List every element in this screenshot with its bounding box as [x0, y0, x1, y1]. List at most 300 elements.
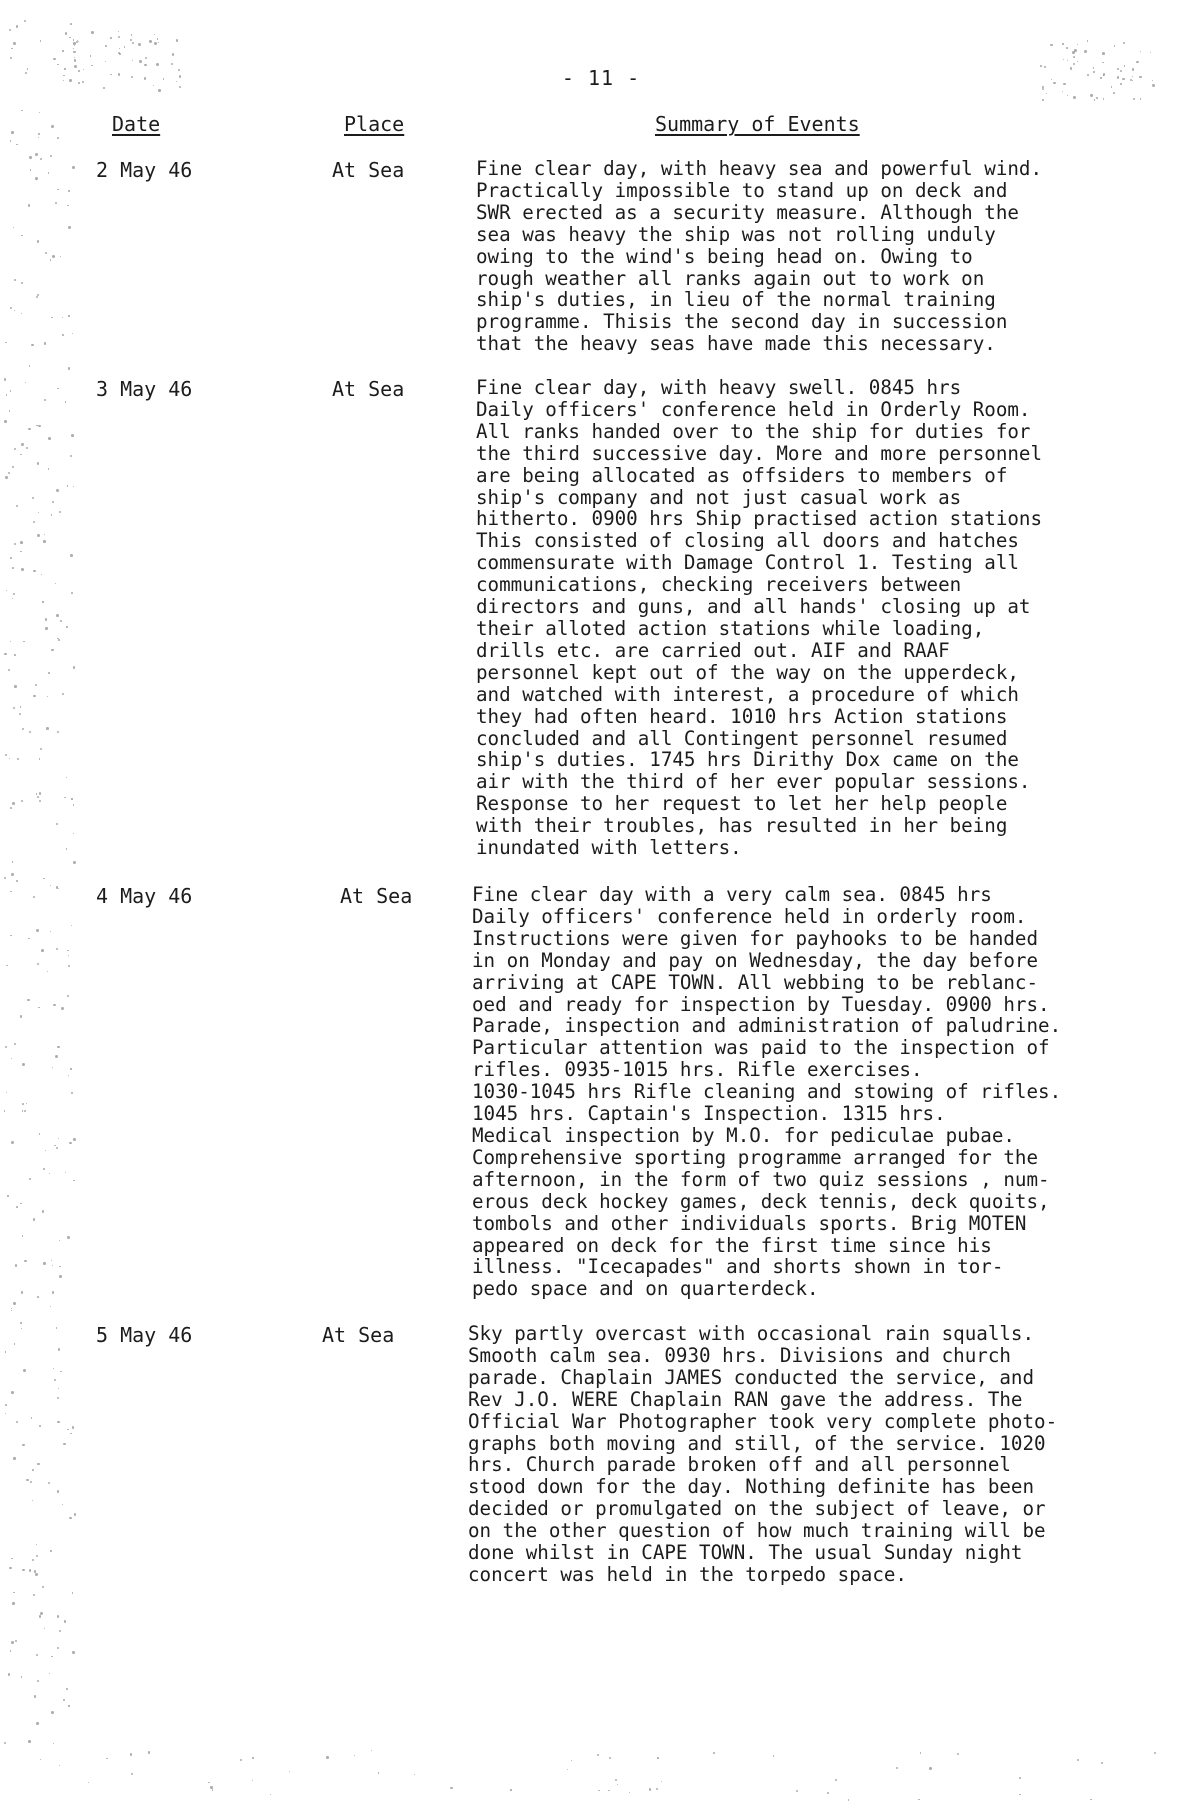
scan-speck [49, 1173, 50, 1174]
scan-speck [10, 140, 11, 141]
summary-line: Fine clear day with a very calm sea. 0845 hrs [472, 883, 992, 906]
scan-speck [1150, 52, 1152, 54]
scan-speck [14, 654, 16, 656]
scan-speck [28, 938, 29, 939]
summary-line: and watched with interest, a procedure of which [476, 682, 1019, 706]
scan-speck [131, 34, 133, 36]
scan-speck [1046, 93, 1047, 94]
summary-line: Response to her request to let her help people [476, 792, 1008, 816]
scan-speck [57, 1615, 59, 1617]
scan-speck [33, 1218, 35, 1220]
scan-speck [58, 1138, 59, 1139]
scan-speck [51, 1260, 52, 1261]
scan-speck [50, 259, 51, 260]
scan-speck [73, 486, 74, 487]
summary-line: Official War Photographer took very complete photo- [468, 1409, 1058, 1433]
scan-speck [35, 684, 37, 686]
scan-speck [16, 25, 19, 28]
scan-speck [21, 800, 23, 802]
summary-line: 1030-1045 hrs Rifle cleaning and stowing of rifles. [472, 1080, 1062, 1104]
summary-line: their alloted action stations while loading, [476, 616, 985, 640]
summary-line: Medical inspection by M.O. for pediculae pubae. [472, 1123, 1015, 1147]
scan-speck [118, 36, 120, 38]
scan-speck [37, 1680, 39, 1682]
scan-speck [608, 1790, 610, 1792]
scan-speck [59, 1765, 60, 1766]
scan-speck [13, 593, 15, 595]
scan-speck [72, 1651, 75, 1654]
summary-line: afternoon, in the form of two quiz sessions , num- [472, 1167, 1050, 1191]
scan-speck [37, 963, 39, 965]
scan-speck [28, 204, 30, 206]
scan-speck [15, 1640, 17, 1642]
scan-speck [48, 172, 50, 174]
scan-speck [69, 79, 72, 82]
scan-speck [22, 1235, 23, 1236]
scan-speck [50, 931, 51, 932]
scan-speck [11, 1641, 14, 1644]
scan-speck [59, 1275, 62, 1278]
entry-summary [476, 158, 1176, 355]
scan-speck [567, 1769, 568, 1770]
summary-line: personnel kept out of the way on the upperdeck, [476, 660, 1019, 684]
entry-date: 5 May 46 [96, 1323, 193, 1347]
scan-speck [57, 1421, 59, 1423]
scan-speck [91, 31, 94, 34]
scan-speck [45, 1150, 47, 1152]
scan-speck [10, 1650, 11, 1651]
scan-speck [62, 693, 65, 696]
scan-speck [1132, 68, 1134, 70]
scan-speck [77, 40, 78, 41]
scan-speck [119, 53, 121, 55]
scan-speck [1077, 1759, 1079, 1761]
scan-speck [90, 55, 92, 57]
summary-line: Particular attention was paid to the inspection of [472, 1036, 1050, 1060]
summary-line: illness. "Icecapades" and shorts shown in tor- [472, 1255, 1004, 1279]
scan-speck [39, 800, 41, 802]
scan-speck [39, 758, 40, 759]
scan-speck [51, 514, 52, 515]
scan-speck [15, 1264, 17, 1266]
scan-speck [1070, 67, 1072, 69]
scan-speck [9, 1567, 11, 1569]
scan-speck [59, 1240, 60, 1241]
summary-line: appeared on deck for the first time since his [472, 1233, 992, 1257]
scan-speck [252, 1780, 253, 1781]
scan-speck [6, 1092, 7, 1093]
scan-speck [1120, 70, 1122, 72]
scan-speck [36, 1555, 38, 1557]
scan-speck [1090, 1799, 1092, 1801]
scan-speck [26, 447, 28, 449]
scan-speck [9, 410, 10, 411]
scan-speck [615, 1779, 617, 1781]
scan-speck [31, 1417, 33, 1419]
scan-speck [67, 1236, 70, 1239]
scan-speck [240, 1759, 242, 1761]
scan-speck [34, 1695, 36, 1697]
summary-line: Fine clear day, with heavy swell. 0845 hrs [476, 376, 962, 399]
scan-speck [21, 313, 22, 314]
scan-speck [38, 1007, 39, 1008]
scan-speck [656, 1788, 658, 1790]
scan-speck [139, 60, 142, 63]
summary-line: inundated with letters. [476, 836, 742, 860]
scan-speck [73, 1138, 76, 1141]
place-column-header: Place [344, 112, 405, 136]
scan-speck [29, 731, 31, 733]
summary-line: pedo space and on quarterdeck. [472, 1277, 819, 1301]
scan-speck [68, 955, 69, 956]
scan-speck [21, 1328, 22, 1329]
scan-speck [1040, 65, 1042, 67]
scan-speck [1073, 96, 1076, 99]
scan-speck [22, 1444, 24, 1446]
scan-speck [68, 1075, 70, 1077]
summary-line: Sky partly overcast with occasional rain squalls. [468, 1322, 1035, 1345]
scan-speck [26, 1479, 29, 1482]
scan-speck [1094, 99, 1095, 100]
scan-speck [10, 557, 12, 559]
summary-line: stood down for the day. Nothing definite has been [468, 1475, 1035, 1499]
scan-speck [5, 1046, 8, 1049]
scan-speck [51, 317, 52, 318]
scan-speck [6, 394, 8, 396]
scan-speck [69, 1517, 72, 1520]
summary-line: Fine clear day, with heavy sea and powerful wind. [476, 157, 1043, 180]
summary-line: sea was heavy the ship was not rolling unduly [476, 222, 996, 246]
scan-speck [1067, 95, 1068, 96]
scan-speck [918, 1799, 919, 1800]
scan-speck [50, 155, 52, 157]
scan-speck [37, 534, 40, 537]
scan-speck [11, 873, 14, 876]
scan-speck [110, 37, 112, 39]
scan-speck [72, 1426, 75, 1429]
scan-speck [5, 1413, 6, 1414]
entry-date: 4 May 46 [96, 884, 193, 908]
scan-speck [131, 1773, 133, 1775]
scan-speck [4, 1742, 6, 1744]
scan-speck [29, 1569, 31, 1571]
scan-speck [20, 551, 22, 553]
scan-speck [56, 614, 59, 617]
scan-speck [73, 39, 74, 40]
scan-speck [1140, 51, 1141, 52]
scan-speck [62, 50, 63, 51]
scan-speck [36, 1722, 39, 1725]
scan-speck [38, 133, 40, 135]
scan-speck [37, 1296, 39, 1298]
scan-speck [56, 948, 58, 950]
scan-speck [73, 833, 74, 834]
scan-speck [179, 75, 182, 78]
scan-speck [12, 1602, 14, 1604]
scan-speck [796, 1790, 798, 1792]
scan-speck [72, 166, 75, 169]
date-column-header: Date [112, 112, 161, 136]
scan-speck [1067, 60, 1068, 61]
scan-speck [35, 177, 38, 180]
scan-speck [1101, 1762, 1103, 1764]
scan-speck [713, 1752, 715, 1754]
scan-speck [21, 443, 24, 446]
scan-speck [1087, 74, 1089, 76]
scan-speck [53, 1368, 54, 1369]
scan-speck [6, 965, 8, 967]
summary-line: All ranks handed over to the ship for duties for [476, 419, 1031, 443]
scan-speck [45, 627, 47, 629]
scan-speck [73, 42, 76, 45]
scan-speck [36, 1544, 37, 1545]
scan-speck [78, 70, 80, 72]
scan-speck [773, 1755, 774, 1756]
scan-speck [57, 189, 59, 191]
scan-speck [43, 540, 46, 543]
scan-speck [74, 59, 76, 61]
scan-speck [10, 807, 12, 809]
scan-speck [56, 1327, 57, 1328]
scan-speck [20, 706, 21, 707]
scan-speck [50, 885, 51, 886]
scan-speck [1120, 83, 1122, 85]
summary-line: erous deck hockey games, deck tennis, deck quoits, [472, 1189, 1050, 1213]
scan-speck [20, 454, 22, 456]
entry-place: At Sea [340, 884, 413, 908]
scan-speck [118, 31, 119, 32]
scan-speck [60, 620, 62, 622]
scan-speck [4, 653, 6, 655]
summary-line: in on Monday and pay on Wednesday, the day before [472, 948, 1039, 972]
scan-speck [371, 1750, 372, 1751]
scan-speck [68, 367, 71, 370]
scan-speck [22, 1569, 24, 1571]
scan-speck [1103, 75, 1104, 76]
scan-speck [16, 144, 17, 145]
summary-line: SWR erected as a security measure. Although the [476, 200, 1019, 224]
summary-line: This consisted of closing all doors and hatches [476, 529, 1019, 553]
scan-speck [59, 1630, 61, 1632]
scan-speck [10, 891, 11, 892]
scan-speck [45, 252, 47, 254]
scan-speck [26, 1103, 27, 1104]
scan-speck [13, 1302, 16, 1305]
scan-speck [59, 1266, 61, 1268]
scan-speck [40, 1759, 41, 1760]
scan-speck [39, 1133, 40, 1134]
scan-speck [65, 1172, 66, 1173]
scan-speck [68, 315, 69, 316]
scan-speck [957, 1753, 959, 1755]
summary-line: oed and ready for inspection by Tuesday. 0900 hrs. [472, 992, 1050, 1016]
scan-speck [44, 342, 47, 345]
scan-speck [42, 1210, 44, 1212]
scan-speck [23, 1369, 26, 1372]
scan-speck [33, 1594, 35, 1596]
entry-place: At Sea [332, 377, 405, 401]
scan-speck [38, 512, 39, 513]
scan-speck [130, 1753, 132, 1755]
scan-speck [52, 1067, 53, 1068]
scan-speck [64, 797, 65, 798]
scan-speck [1136, 61, 1138, 63]
scan-speck [67, 950, 69, 952]
scan-speck [51, 1711, 54, 1714]
scan-speck [57, 137, 59, 139]
scan-speck [5, 342, 7, 344]
scan-speck [21, 1291, 23, 1293]
scan-speck [58, 1348, 60, 1350]
scan-speck [1113, 92, 1115, 94]
scan-speck [1152, 80, 1153, 81]
scan-speck [62, 334, 64, 336]
scan-speck [9, 29, 11, 31]
scan-speck [53, 58, 56, 61]
scan-speck [1063, 59, 1064, 60]
scan-speck [571, 1760, 572, 1761]
scan-speck [13, 42, 15, 44]
scan-speck [40, 1612, 43, 1615]
scan-speck [208, 1782, 210, 1784]
scan-speck [450, 1787, 452, 1789]
scan-speck [106, 1758, 108, 1760]
scan-speck [29, 365, 31, 367]
scan-speck [29, 1178, 31, 1180]
scan-speck [52, 255, 55, 258]
scan-speck [21, 235, 23, 237]
summary-line: rifles. 0935-1015 hrs. Rifle exercises. [472, 1058, 923, 1082]
scan-speck [11, 1558, 12, 1559]
scan-speck [73, 1180, 74, 1181]
scan-speck [10, 57, 12, 59]
scan-speck [54, 1379, 56, 1381]
scan-speck [43, 1168, 45, 1170]
scan-speck [1096, 97, 1098, 99]
scan-speck [52, 1291, 55, 1294]
scan-speck [31, 344, 33, 346]
scan-speck [40, 40, 42, 42]
scan-speck [1090, 94, 1092, 96]
entry-summary [472, 884, 1172, 1300]
scan-speck [64, 1620, 67, 1623]
scan-speck [171, 63, 173, 65]
scan-speck [20, 541, 23, 544]
scan-speck [132, 42, 134, 44]
scan-speck [5, 1404, 7, 1406]
scan-speck [68, 190, 69, 191]
scan-speck [55, 1055, 58, 1058]
scan-speck [598, 1790, 600, 1792]
scan-speck [1062, 43, 1063, 44]
scan-speck [14, 1343, 16, 1345]
scan-speck [70, 1433, 72, 1435]
scan-speck [20, 1322, 22, 1324]
scan-speck [33, 570, 36, 573]
scan-speck [326, 1756, 328, 1758]
scan-speck [66, 777, 67, 778]
scan-speck [1072, 51, 1075, 54]
scan-speck [13, 227, 14, 228]
scan-speck [74, 57, 75, 58]
scan-speck [21, 282, 23, 284]
scan-speck [39, 1615, 41, 1617]
scan-speck [78, 41, 79, 42]
scan-speck [1084, 50, 1087, 53]
scan-speck [1102, 52, 1105, 55]
scan-speck [47, 696, 48, 697]
scan-speck [827, 1792, 829, 1794]
scan-speck [378, 1772, 380, 1774]
scan-speck [354, 1755, 355, 1756]
scan-speck [68, 965, 71, 968]
scan-speck [12, 861, 14, 863]
scan-speck [67, 485, 68, 486]
scan-speck [30, 1481, 32, 1483]
scan-speck [4, 877, 6, 879]
scan-speck [1122, 78, 1124, 80]
scan-speck [1139, 76, 1141, 78]
scan-speck [1073, 56, 1076, 59]
scan-speck [37, 240, 40, 243]
summary-line: Daily officers' conference held in Orderly Room. [476, 397, 1031, 421]
scan-speck [34, 1570, 36, 1572]
scan-speck [920, 1752, 921, 1753]
scan-speck [66, 626, 67, 627]
scan-speck [13, 707, 16, 710]
scan-speck [158, 89, 161, 92]
scan-speck [71, 1092, 73, 1094]
scan-speck [57, 1647, 59, 1649]
scan-speck [1087, 40, 1088, 41]
scan-speck [289, 1771, 290, 1772]
scan-speck [1103, 98, 1105, 100]
summary-line: with their troubles, has resulted in her being [476, 814, 1008, 838]
summary-line: Rev J.O. WERE Chaplain RAN gave the address. The [468, 1387, 1023, 1411]
scan-speck [57, 388, 59, 390]
scan-speck [69, 37, 70, 38]
scan-speck [37, 462, 40, 465]
entry-date: 3 May 46 [96, 377, 193, 401]
entry-place: At Sea [322, 1323, 395, 1347]
summary-line: parade. Chaplain JAMES conducted the service, and [468, 1365, 1035, 1389]
scan-speck [57, 1397, 59, 1399]
scan-speck [32, 1500, 33, 1501]
summary-line: that the heavy seas have made this necessary. [476, 332, 996, 356]
scan-speck [59, 511, 61, 513]
scan-speck [70, 23, 72, 25]
scan-speck [46, 727, 49, 730]
scan-speck [48, 672, 50, 674]
scan-speck [4, 420, 7, 423]
scan-speck [617, 1784, 618, 1785]
scan-speck [5, 754, 7, 756]
scan-speck [17, 758, 19, 760]
scan-speck [270, 1794, 272, 1796]
scan-speck [68, 1705, 69, 1706]
scan-speck [1019, 1777, 1021, 1779]
summary-line: arriving at CAPE TOWN. All webbing to be reblanc- [472, 970, 1039, 994]
summary-line: commensurate with Damage Control 1. Testing all [476, 551, 1019, 575]
scan-speck [8, 1673, 11, 1676]
scan-speck [24, 1110, 26, 1112]
entry-summary [476, 377, 1176, 859]
scan-speck [144, 77, 147, 80]
scan-speck [1042, 99, 1044, 101]
scan-speck [71, 925, 72, 926]
scan-speck [55, 202, 57, 204]
scan-speck [39, 792, 42, 795]
